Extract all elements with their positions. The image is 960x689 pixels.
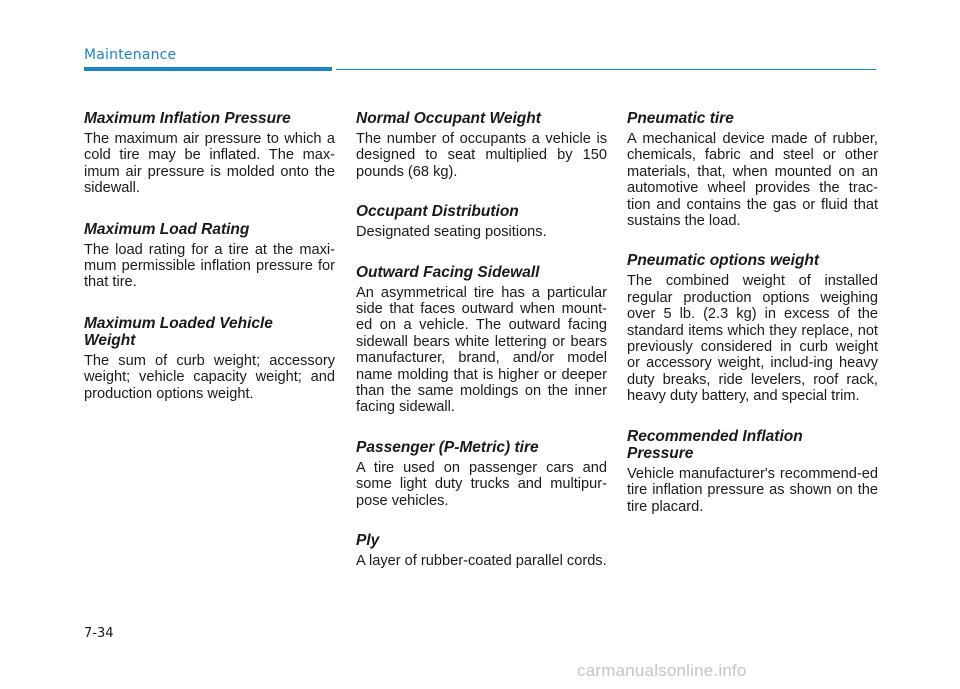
glossary-definition: The number of occupants a vehicle is designed to seat multiplied by 150 pounds (68 kg). (356, 131, 607, 180)
glossary-term: Pneumatic options weight (627, 252, 820, 270)
glossary-definition: A mechanical device made of rubber, chemicals, fabric and steel or other materials, that, when mounted on an automotive wheel provides the trac-tion and contains the gas or fluid that sustains the load. (627, 131, 878, 230)
column-1 (84, 110, 335, 425)
glossary-definition: The maximum air pressure to which a cold tire may be inflated. The max-imum air pressure is molded onto the sidewall. (84, 131, 335, 197)
glossary-term: Occupant Distribution (356, 203, 519, 221)
glossary-entry (627, 252, 878, 404)
glossary-entry (356, 264, 607, 416)
glossary-entry (356, 532, 607, 569)
glossary-entry (84, 110, 335, 197)
glossary-term: Maximum Loaded Vehicle Weight (84, 314, 273, 349)
column-3 (627, 110, 878, 538)
glossary-entry (356, 110, 607, 180)
glossary-definition: A tire used on passenger cars and some light duty trucks and multipur-pose vehicles. (356, 459, 607, 509)
glossary-term: Passenger (P-Metric) tire (356, 438, 539, 456)
watermark: carmanualsonline.info (577, 661, 747, 680)
glossary-term: Maximum Load Rating (84, 220, 250, 238)
glossary-term: Outward Facing Sidewall (356, 263, 540, 281)
glossary-term: Normal Occupant Weight (356, 110, 541, 127)
glossary-entry (627, 428, 878, 515)
glossary-entry (627, 110, 878, 229)
glossary-definition: Designated seating positions. (356, 224, 547, 241)
glossary-entry (84, 221, 335, 291)
glossary-definition: A layer of rubber-coated parallel cords. (356, 553, 607, 570)
glossary-definition: An asymmetrical tire has a particular side that faces outward when mount-ed on a vehicle. The outward facing sidewall bears white lettering or bears manufacturer, brand, and/or model name molding that is higher or deeper than the same moldings on the inner facing sidewall. (356, 284, 607, 416)
section-title: Maintenance (84, 47, 177, 63)
glossary-definition: The combined weight of installed regular production options weighing over 5 lb. (2.3 kg) in excess of the standard items which they replace, not previously considered in curb weight or accessory weight, includ-ing heavy duty breaks, ride levelers, roof rack, heavy duty battery, and special trim. (627, 273, 878, 405)
glossary-entry (356, 203, 607, 240)
glossary-definition: The sum of curb weight; accessory weight; vehicle capacity weight; and production options weight. (84, 352, 335, 402)
column-2 (356, 110, 607, 593)
glossary-term: Pneumatic tire (627, 110, 734, 127)
page-number: 7-34 (84, 626, 114, 641)
glossary-term: Recommended Inflation Pressure (627, 427, 803, 462)
glossary-term: Ply (356, 532, 380, 550)
glossary-definition: Vehicle manufacturer's recommend-ed tire inflation pressure as shown on the tire placard. (627, 465, 878, 515)
glossary-entry (84, 315, 335, 402)
glossary-definition: The load rating for a tire at the maxi-mum permissible inflation pressure for that tire. (84, 241, 335, 291)
glossary-term: Maximum Inflation Pressure (84, 110, 291, 127)
glossary-entry (356, 439, 607, 509)
header-rule-thick (84, 67, 332, 71)
header-rule-thin (336, 69, 876, 70)
